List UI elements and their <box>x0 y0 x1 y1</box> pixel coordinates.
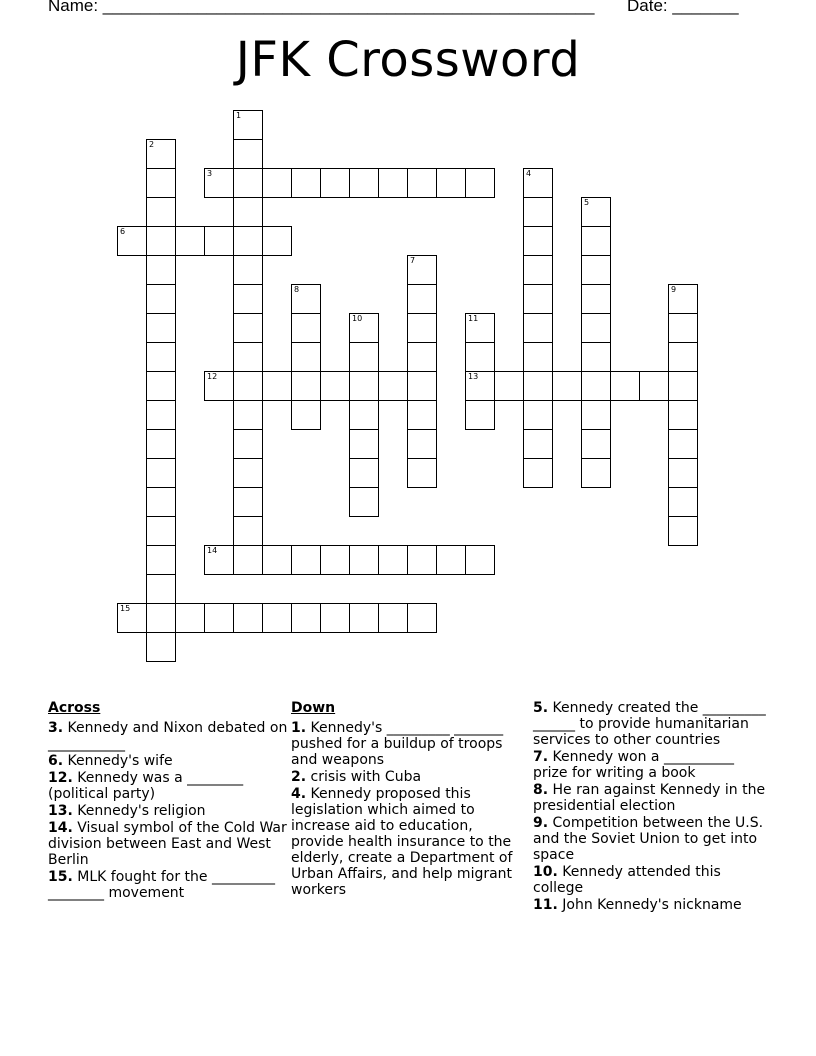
grid-cell[interactable] <box>378 168 408 198</box>
clue-number: 13. <box>48 803 73 819</box>
clue-number: 7 <box>410 256 416 265</box>
grid-cell[interactable] <box>233 458 263 488</box>
clue-text: MLK fought for the _________ ________ movement <box>48 869 275 901</box>
grid-cell[interactable] <box>233 516 263 546</box>
grid-cell[interactable] <box>407 313 437 343</box>
grid-cell[interactable] <box>320 603 350 633</box>
clue-text: Visual symbol of the Cold War division between East and West Berlin <box>48 820 287 868</box>
clue-number: 2 <box>149 140 155 149</box>
grid-cell[interactable] <box>668 284 698 314</box>
grid-cell[interactable] <box>349 487 379 517</box>
down-clues <box>291 700 527 899</box>
grid-cell[interactable] <box>668 313 698 343</box>
clue-item <box>291 769 527 785</box>
grid-cell[interactable] <box>117 226 147 256</box>
grid-cell[interactable] <box>233 603 263 633</box>
grid-cell[interactable] <box>262 545 292 575</box>
grid-cell[interactable] <box>233 226 263 256</box>
clue-item <box>533 749 769 781</box>
grid-cell[interactable] <box>204 371 234 401</box>
grid-cell[interactable] <box>262 603 292 633</box>
grid-cell[interactable] <box>407 284 437 314</box>
grid-cell[interactable] <box>175 603 205 633</box>
clue-text: Kennedy created the _________ ______ to provide humanitarian services to other countries <box>533 700 766 748</box>
grid-cell[interactable] <box>175 226 205 256</box>
clue-item <box>48 869 288 901</box>
clue-number: 1. <box>291 720 307 736</box>
grid-cell[interactable] <box>407 545 437 575</box>
grid-cell[interactable] <box>523 371 553 401</box>
grid-cell[interactable] <box>146 284 176 314</box>
clue-number: 9. <box>533 815 549 831</box>
grid-cell[interactable] <box>146 313 176 343</box>
grid-cell[interactable] <box>146 255 176 285</box>
grid-cell[interactable] <box>465 168 495 198</box>
grid-cell[interactable] <box>668 371 698 401</box>
clue-text: Kennedy attended this college <box>533 864 721 896</box>
grid-cell[interactable] <box>465 371 495 401</box>
grid-cell[interactable] <box>291 284 321 314</box>
grid-cell[interactable] <box>233 168 263 198</box>
grid-cell[interactable] <box>610 371 640 401</box>
grid-cell[interactable] <box>146 458 176 488</box>
clue-number: 10. <box>533 864 558 880</box>
grid-cell[interactable] <box>349 400 379 430</box>
grid-cell[interactable] <box>378 603 408 633</box>
grid-cell[interactable] <box>668 487 698 517</box>
grid-cell[interactable] <box>581 371 611 401</box>
clue-item <box>48 820 288 868</box>
grid-cell[interactable] <box>465 313 495 343</box>
grid-cell[interactable] <box>523 458 553 488</box>
clue-text: Kennedy's wife <box>63 753 173 769</box>
clue-number: 5. <box>533 700 549 716</box>
grid-cell[interactable] <box>407 168 437 198</box>
grid-cell[interactable] <box>407 371 437 401</box>
clue-text: Kennedy proposed this legislation which aimed to increase aid to education, provide health insurance to the elderly, create a Department of Urban Affairs, and help migrant workers <box>291 786 513 898</box>
grid-cell[interactable] <box>581 197 611 227</box>
grid-cell[interactable] <box>523 313 553 343</box>
grid-cell[interactable] <box>291 400 321 430</box>
clue-item <box>533 782 769 814</box>
grid-cell[interactable] <box>233 342 263 372</box>
grid-cell[interactable] <box>262 371 292 401</box>
grid-cell[interactable] <box>465 400 495 430</box>
grid-cell[interactable] <box>668 400 698 430</box>
grid-cell[interactable] <box>291 371 321 401</box>
grid-cell[interactable] <box>233 545 263 575</box>
clue-number: 10 <box>352 314 363 323</box>
clue-item <box>533 864 769 896</box>
grid-cell[interactable] <box>233 139 263 169</box>
clue-text: crisis with Cuba <box>306 769 422 785</box>
across-clues <box>48 700 288 902</box>
clue-text: Kennedy won a __________ prize for writing a book <box>533 749 734 781</box>
grid-cell[interactable] <box>349 168 379 198</box>
clue-item <box>291 720 527 768</box>
grid-cell[interactable] <box>523 342 553 372</box>
grid-cell[interactable] <box>668 429 698 459</box>
clue-number: 3 <box>207 169 213 178</box>
grid-cell[interactable] <box>262 226 292 256</box>
clue-number: 7. <box>533 749 549 765</box>
page-title: JFK Crossword <box>235 32 581 88</box>
grid-cell[interactable] <box>233 284 263 314</box>
grid-cell[interactable] <box>639 371 669 401</box>
grid-cell[interactable] <box>146 487 176 517</box>
grid-cell[interactable] <box>291 603 321 633</box>
grid-cell[interactable] <box>494 371 524 401</box>
grid-cell[interactable] <box>204 226 234 256</box>
down-clues-continued <box>533 700 769 914</box>
grid-cell[interactable] <box>291 342 321 372</box>
grid-cell[interactable] <box>146 197 176 227</box>
clue-number: 8 <box>294 285 300 294</box>
grid-cell[interactable] <box>668 342 698 372</box>
clue-number: 6 <box>120 227 126 236</box>
date-field-label[interactable]: Date: _______ <box>627 0 739 15</box>
grid-cell[interactable] <box>146 168 176 198</box>
grid-cell[interactable] <box>146 371 176 401</box>
clue-item <box>533 700 769 748</box>
clue-item <box>48 803 288 819</box>
grid-cell[interactable] <box>523 168 553 198</box>
clue-number: 4. <box>291 786 307 802</box>
across-heading: Across <box>48 700 101 716</box>
grid-cell[interactable] <box>523 226 553 256</box>
grid-cell[interactable] <box>581 313 611 343</box>
clue-number: 3. <box>48 720 64 736</box>
grid-cell[interactable] <box>581 284 611 314</box>
grid-cell[interactable] <box>349 371 379 401</box>
grid-cell[interactable] <box>581 429 611 459</box>
clue-number: 9 <box>671 285 677 294</box>
clue-item <box>48 753 288 769</box>
grid-cell[interactable] <box>146 545 176 575</box>
grid-cell[interactable] <box>233 255 263 285</box>
grid-cell[interactable] <box>204 603 234 633</box>
grid-cell[interactable] <box>233 487 263 517</box>
grid-cell[interactable] <box>349 342 379 372</box>
grid-cell[interactable] <box>581 400 611 430</box>
grid-cell[interactable] <box>233 197 263 227</box>
grid-cell[interactable] <box>407 429 437 459</box>
grid-cell[interactable] <box>407 342 437 372</box>
grid-cell[interactable] <box>233 110 263 140</box>
grid-cell[interactable] <box>349 458 379 488</box>
clue-number: 13 <box>468 372 479 381</box>
grid-cell[interactable] <box>146 400 176 430</box>
grid-cell[interactable] <box>204 168 234 198</box>
clue-text: Kennedy was a ________ (political party) <box>48 770 244 802</box>
grid-cell[interactable] <box>581 458 611 488</box>
grid-cell[interactable] <box>146 429 176 459</box>
grid-cell[interactable] <box>320 371 350 401</box>
clue-item <box>533 815 769 863</box>
grid-cell[interactable] <box>233 429 263 459</box>
clue-item <box>48 720 288 752</box>
grid-cell[interactable] <box>349 603 379 633</box>
grid-cell[interactable] <box>262 168 292 198</box>
grid-cell[interactable] <box>523 400 553 430</box>
grid-cell[interactable] <box>233 371 263 401</box>
clue-text: He ran against Kennedy in the presidential election <box>533 782 766 814</box>
grid-cell[interactable] <box>668 516 698 546</box>
clue-number: 8. <box>533 782 549 798</box>
grid-cell[interactable] <box>349 545 379 575</box>
grid-cell[interactable] <box>291 168 321 198</box>
grid-cell[interactable] <box>146 516 176 546</box>
clue-item <box>533 897 769 913</box>
clue-number: 6. <box>48 753 64 769</box>
clue-number: 15. <box>48 869 73 885</box>
grid-cell[interactable] <box>523 429 553 459</box>
grid-cell[interactable] <box>668 458 698 488</box>
grid-cell[interactable] <box>552 371 582 401</box>
grid-cell[interactable] <box>146 226 176 256</box>
clue-text: John Kennedy's nickname <box>557 897 742 913</box>
clue-number: 1 <box>236 111 242 120</box>
grid-cell[interactable] <box>204 545 234 575</box>
grid-cell[interactable] <box>436 545 466 575</box>
grid-cell[interactable] <box>407 400 437 430</box>
clue-number: 5 <box>584 198 590 207</box>
clue-number: 2. <box>291 769 307 785</box>
grid-cell[interactable] <box>146 632 176 662</box>
grid-cell[interactable] <box>523 284 553 314</box>
clue-number: 14. <box>48 820 73 836</box>
clue-number: 15 <box>120 604 131 613</box>
grid-cell[interactable] <box>349 313 379 343</box>
grid-cell[interactable] <box>436 168 466 198</box>
grid-cell[interactable] <box>581 255 611 285</box>
clue-text: Kennedy and Nixon debated on ___________ <box>48 720 288 752</box>
clue-text: Kennedy's religion <box>72 803 206 819</box>
grid-cell[interactable] <box>146 574 176 604</box>
grid-cell[interactable] <box>523 255 553 285</box>
grid-cell[interactable] <box>378 545 408 575</box>
name-field-label[interactable]: Name: ____________________________________________________ <box>48 0 595 15</box>
grid-cell[interactable] <box>465 545 495 575</box>
grid-cell[interactable] <box>320 168 350 198</box>
grid-cell[interactable] <box>523 197 553 227</box>
clue-item <box>48 770 288 802</box>
grid-cell[interactable] <box>233 400 263 430</box>
grid-cell[interactable] <box>407 458 437 488</box>
grid-cell[interactable] <box>146 603 176 633</box>
grid-cell[interactable] <box>233 313 263 343</box>
grid-cell[interactable] <box>407 255 437 285</box>
grid-cell[interactable] <box>407 603 437 633</box>
clue-text: Competition between the U.S. and the Soviet Union to get into space <box>533 815 764 863</box>
grid-cell[interactable] <box>146 139 176 169</box>
grid-cell[interactable] <box>349 429 379 459</box>
clue-text: Kennedy's _________ _______ pushed for a buildup of troops and weapons <box>291 720 504 768</box>
clue-number: 14 <box>207 546 218 555</box>
clue-number: 11 <box>468 314 479 323</box>
clue-number: 11. <box>533 897 558 913</box>
grid-cell[interactable] <box>320 545 350 575</box>
grid-cell[interactable] <box>581 226 611 256</box>
grid-cell[interactable] <box>581 342 611 372</box>
clue-item <box>291 786 527 898</box>
grid-cell[interactable] <box>117 603 147 633</box>
grid-cell[interactable] <box>291 313 321 343</box>
clue-number: 4 <box>526 169 532 178</box>
clue-number: 12. <box>48 770 73 786</box>
down-heading: Down <box>291 700 336 716</box>
grid-cell[interactable] <box>146 342 176 372</box>
grid-cell[interactable] <box>291 545 321 575</box>
clue-number: 12 <box>207 372 218 381</box>
grid-cell[interactable] <box>378 371 408 401</box>
grid-cell[interactable] <box>465 342 495 372</box>
